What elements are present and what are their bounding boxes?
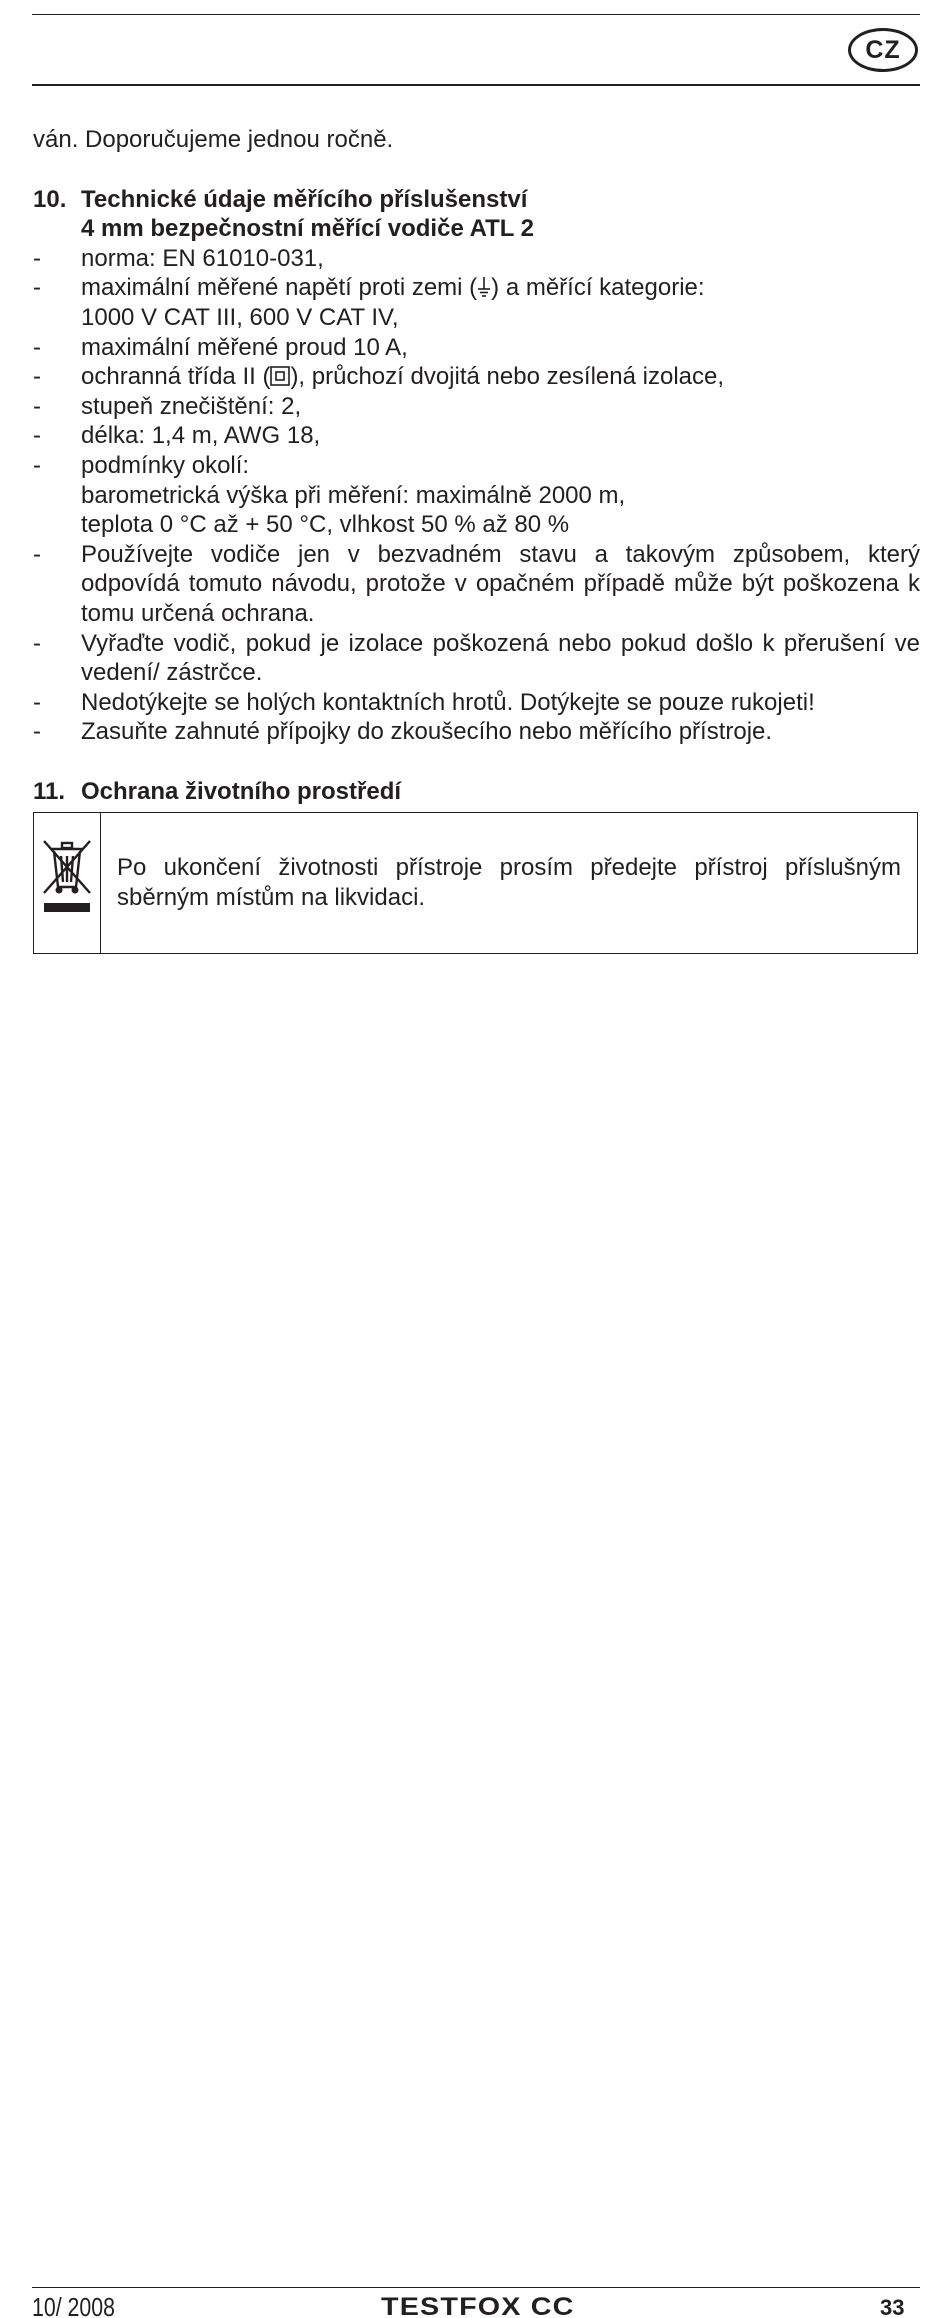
- header-rule: [32, 84, 920, 86]
- list-item-text: barometrická výška při měření: maximálně 2000 m,: [81, 481, 626, 509]
- spec-list: [33, 244, 920, 747]
- list-item: [33, 421, 920, 451]
- language-badge: CZ: [848, 28, 918, 72]
- list-item-text: stupeň znečištění: 2,: [81, 392, 302, 420]
- disposal-notice-box: [33, 812, 918, 954]
- list-item: [33, 362, 920, 392]
- weee-crossed-bin-icon: [40, 837, 94, 915]
- list-item: [33, 688, 920, 718]
- footer-date: 10/ 2008: [32, 2292, 115, 2318]
- notice-icon-cell: [34, 813, 101, 953]
- list-item-text: Vyřaďte vodič, pokud je izolace poškozená nebo pokud došlo k přerušení ve vedení/ zástrčce.: [81, 629, 920, 687]
- list-item-text: délka: 1,4 m, AWG 18,: [81, 422, 321, 450]
- list-item-text: maximální měřené napětí proti zemi (: [81, 274, 478, 302]
- section-10-number: 10.: [33, 185, 67, 213]
- list-dash: -: [33, 540, 41, 568]
- list-item-text: 1000 V CAT III, 600 V CAT IV,: [81, 303, 399, 331]
- notice-text: Po ukončení životnosti přístroje prosím předejte přístroj příslušným sběrným místům na likvidaci.: [117, 854, 901, 912]
- list-dash: -: [33, 363, 41, 391]
- list-item: [33, 333, 920, 363]
- list-item: [33, 273, 920, 332]
- list-item: [33, 540, 920, 629]
- list-dash: -: [33, 718, 41, 746]
- list-item: [33, 717, 920, 747]
- list-item-text: ), průchozí dvojitá nebo zesílená izolace,: [290, 363, 725, 391]
- list-dash: -: [33, 274, 41, 302]
- list-dash: -: [33, 629, 41, 657]
- list-item: [33, 392, 920, 422]
- footer-brand: TESTFOX CC: [381, 2293, 575, 2318]
- page-number: 33: [880, 2295, 905, 2318]
- list-item-text: podmínky okolí:: [81, 451, 250, 479]
- intro-text: ván. Doporučujeme jednou ročně.: [33, 126, 394, 153]
- footer-rule: [32, 2287, 920, 2288]
- list-item-text: teplota 0 °C až + 50 °C, vlhkost 50 % až 80 %: [81, 511, 570, 539]
- list-item: [33, 244, 920, 274]
- section-11-title: Ochrana životního prostředí: [81, 777, 402, 805]
- section-11-heading: [33, 777, 920, 807]
- section-11-number: 11.: [33, 777, 66, 805]
- list-item-text: Používejte vodiče jen v bezvadném stavu a takovým způsobem, který odpovídá tomuto návodu, protože v opačném případě může být poškozena k tomu určená ochrana.: [81, 540, 920, 627]
- double-insulation-icon: [270, 365, 290, 387]
- section-10-title-line2: 4 mm bezpečnostní měřící vodiče ATL 2: [81, 215, 535, 243]
- section-10-heading: [33, 185, 920, 244]
- list-item: [33, 451, 920, 540]
- list-dash: -: [33, 392, 41, 420]
- list-item-text: ochranná třída II (: [81, 363, 271, 391]
- section-10-title-line1: Technické údaje měřícího příslušenství: [81, 185, 528, 213]
- list-item-text: Nedotýkejte se holých kontaktních hrotů. Dotýkejte se pouze rukojeti!: [81, 688, 815, 716]
- list-item-text: ) a měřící kategorie:: [491, 274, 705, 302]
- list-dash: -: [33, 451, 41, 479]
- top-rule: [32, 14, 920, 15]
- list-item-text: Zasuňte zahnuté přípojky do zkoušecího nebo měřícího přístroje.: [81, 718, 773, 746]
- list-dash: -: [33, 422, 41, 450]
- section-10: [33, 185, 920, 747]
- list-dash: -: [33, 333, 41, 361]
- list-item: [33, 629, 920, 688]
- list-item-text: norma: EN 61010-031,: [81, 244, 324, 272]
- earth-ground-icon: [477, 276, 491, 298]
- list-item-text: maximální měřené proud 10 A,: [81, 333, 408, 361]
- list-dash: -: [33, 688, 41, 716]
- section-11: [33, 777, 920, 955]
- page-content: [33, 125, 920, 954]
- list-dash: -: [33, 244, 41, 272]
